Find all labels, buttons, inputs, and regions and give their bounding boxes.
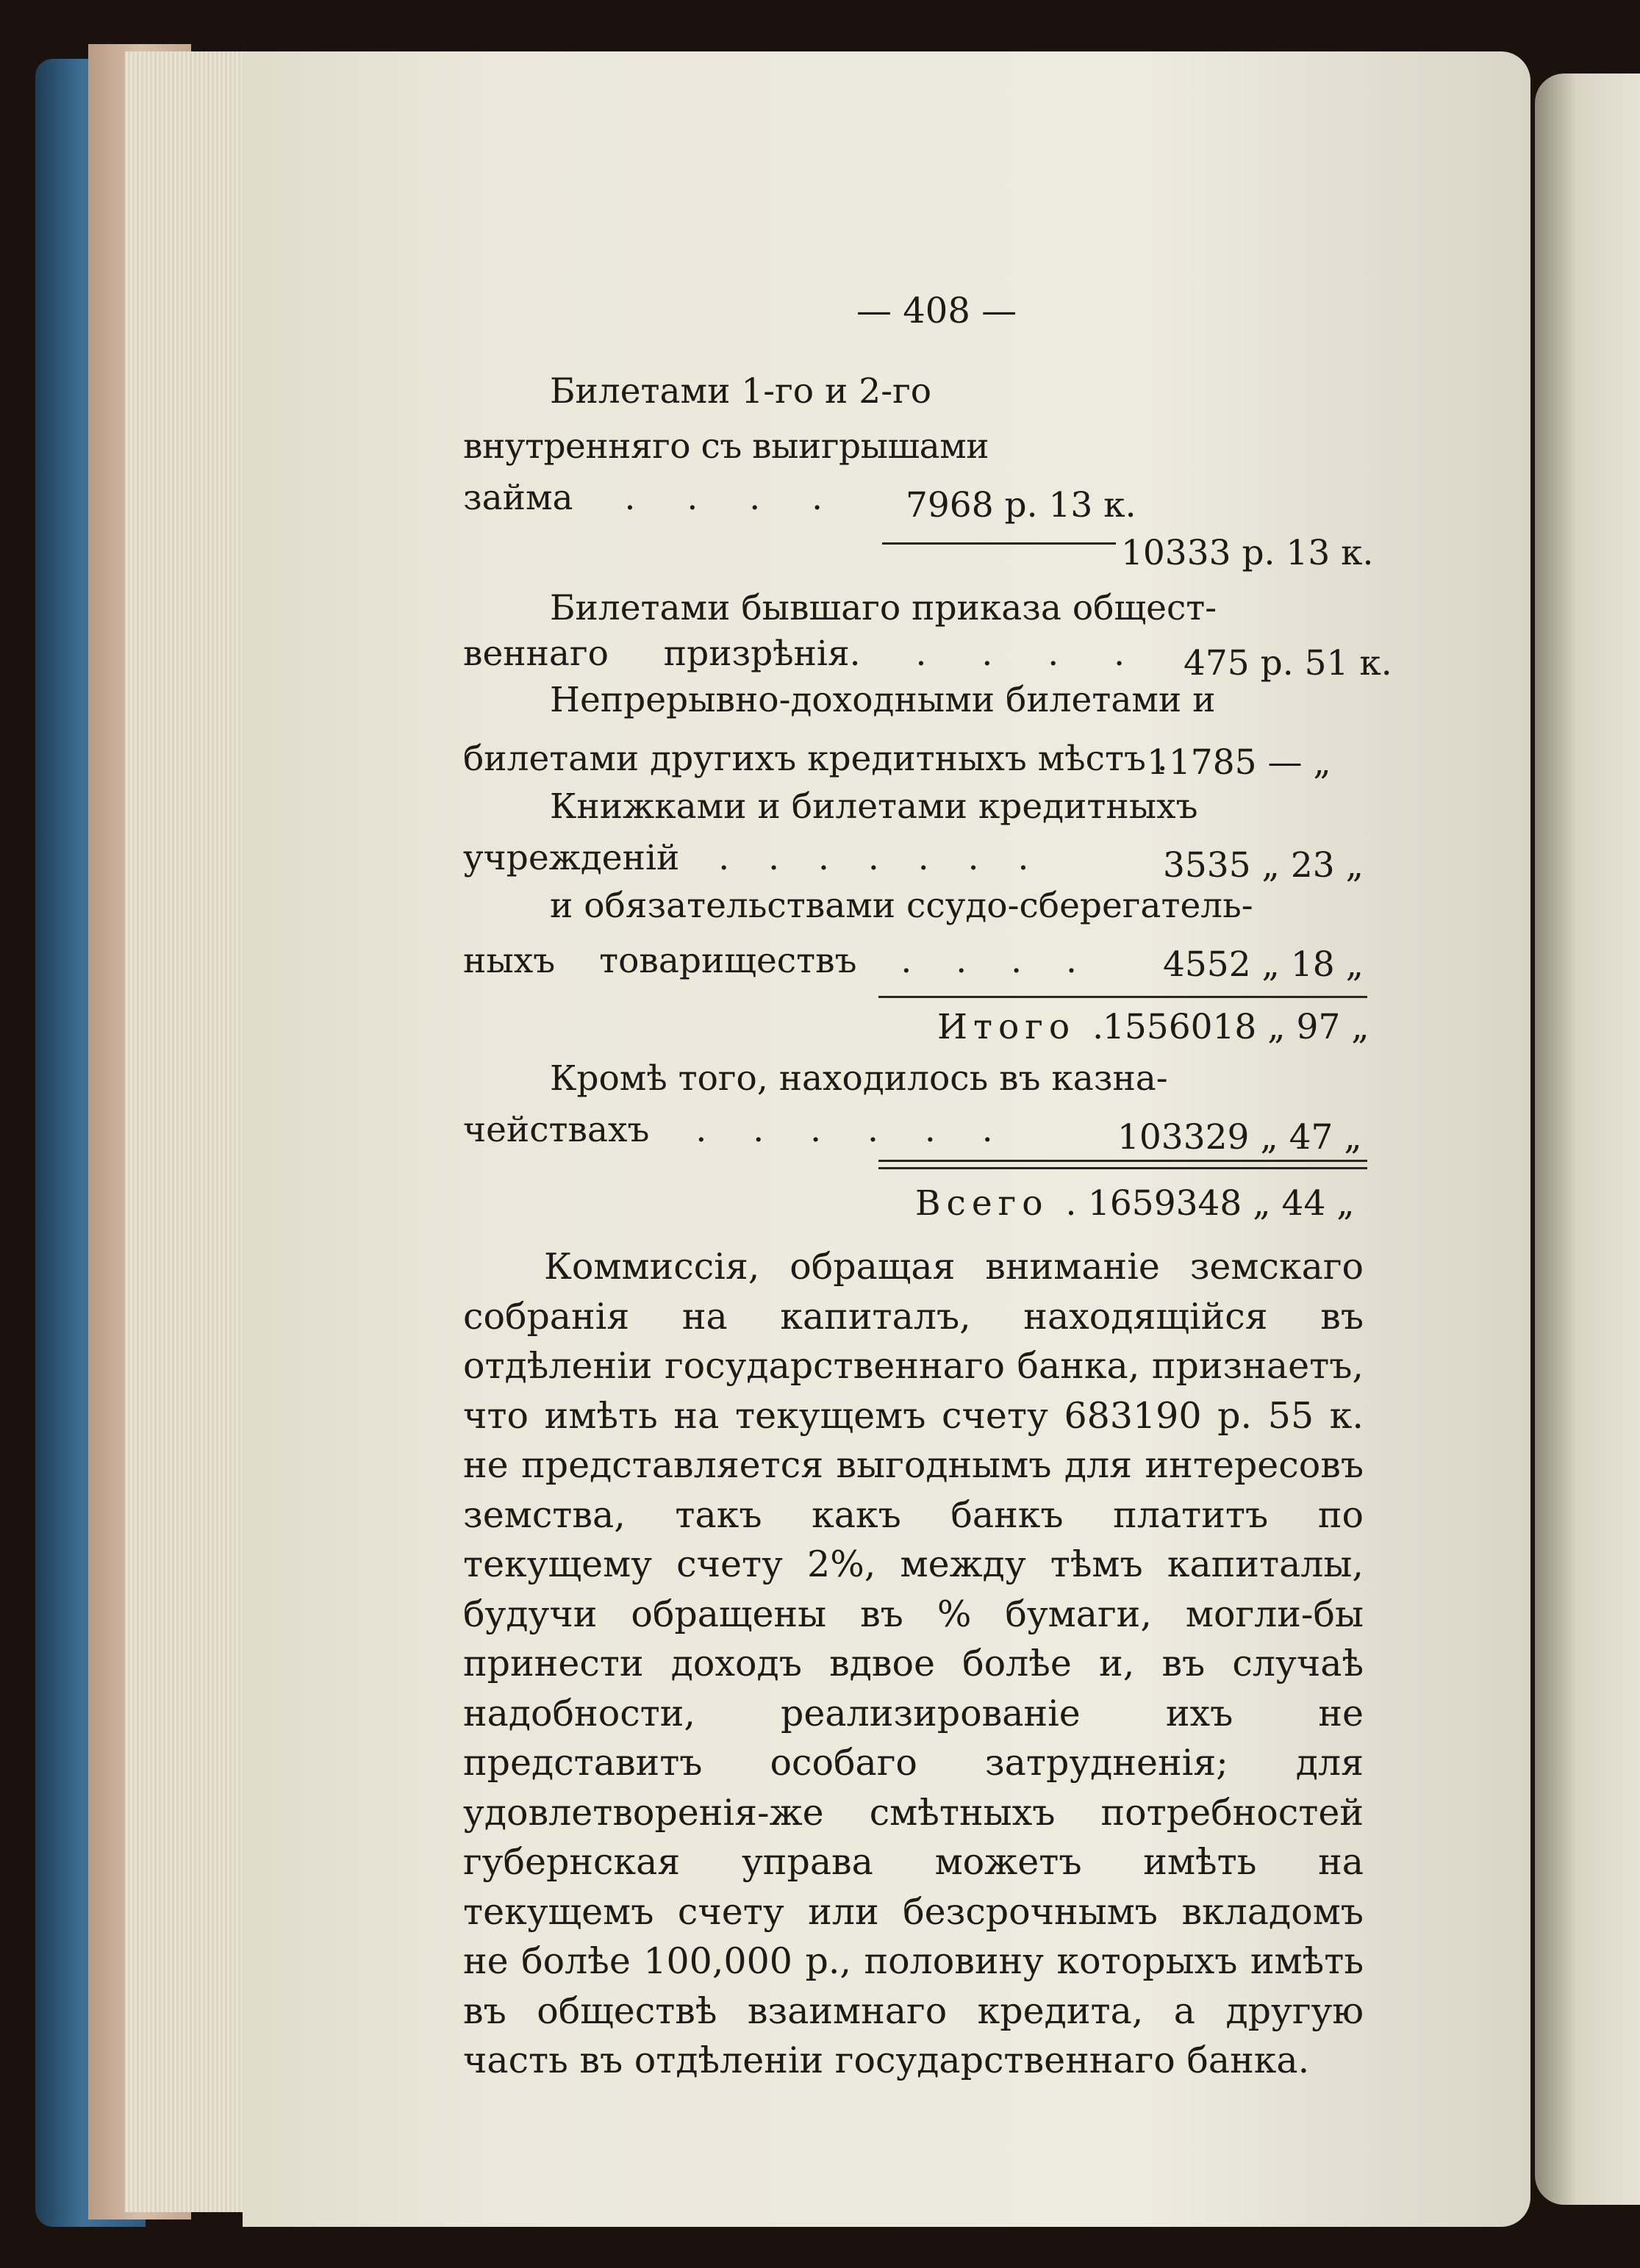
grand-total-rule-bottom <box>878 1167 1367 1169</box>
total-label: Итого . <box>937 1007 1110 1047</box>
grand-total-rule-top <box>878 1160 1367 1162</box>
entry-6-line-1: Кромѣ того, находилось въ казна- <box>550 1058 1168 1099</box>
entry-4-amount: 3535 „ 23 „ <box>1163 845 1364 886</box>
entry-3-line-2: билетами другихъ кредитныхъ мѣстъ . <box>463 739 1168 779</box>
entry-3-line-1: Непрерывно-доходными билетами и <box>550 680 1216 720</box>
page-number: — 408 — <box>856 290 1017 331</box>
grand-total-label: Всего . <box>915 1183 1083 1224</box>
grand-total-amount: 1659348 „ 44 „ <box>1088 1183 1355 1224</box>
entry-6-line-2: чействахъ . . . . . . <box>463 1110 993 1150</box>
commission-paragraph: Коммиссія, обращая вниманіе земскаго собранія на капиталъ, находящійся въ отдѣленіи государственнаго банка, признаетъ, что имѣть на текущемъ счету 683190 р. 55 к. не представляется выгоднымъ для интересовъ земства, такъ какъ банкъ платитъ по текущему счету 2%, между тѣмъ капиталы, будучи обращены въ % бумаги, могли-бы принести доходъ вдвое болѣе и, въ случаѣ надобности, реализированіе ихъ не представитъ особаго затрудненія; для удовлетворенія-же смѣтныхъ потребностей губернская управа можетъ имѣть на текущемъ счету или безсрочнымъ вкладомъ не болѣе 100,000 р., половину которыхъ имѣть въ обществѣ взаимнаго кредита, а другую часть въ отдѣленіи государственнаго банка. <box>463 1246 1364 2081</box>
entry-1-line-1: Билетами 1-го и 2-го <box>550 371 931 412</box>
entry-1-line-2: внутренняго съ выигрышами <box>463 426 989 467</box>
entry-5-amount: 4552 „ 18 „ <box>1163 944 1364 985</box>
entry-2-line-2: веннаго призрѣнія. . . . . <box>463 634 1125 674</box>
entry-2-line-1: Билетами бывшаго приказа общест- <box>550 588 1217 628</box>
entry-5-line-1: и обязательствами ссудо-сберегатель- <box>550 886 1253 926</box>
entry-6-amount: 103329 „ 47 „ <box>1117 1117 1362 1158</box>
total-rule <box>878 996 1367 998</box>
entry-4-line-2: учрежденій . . . . . . . <box>463 838 1029 878</box>
entry-1-line-3: займа . . . . <box>463 478 823 518</box>
entry-1-subtotal: 10333 р. 13 к. <box>1121 533 1374 573</box>
entry-5-line-2: ныхъ товариществъ . . . . <box>463 941 1077 981</box>
entry-2-amount: 475 р. 51 к. <box>1184 643 1392 683</box>
total-amount: 1556018 „ 97 „ <box>1103 1007 1369 1047</box>
subtotal-rule <box>882 542 1116 545</box>
entry-4-line-1: Книжками и билетами кредитныхъ <box>550 786 1198 827</box>
entry-3-amount: 11785 — „ <box>1147 742 1331 783</box>
entry-1-amount: 7968 р. 13 к. <box>906 485 1136 525</box>
